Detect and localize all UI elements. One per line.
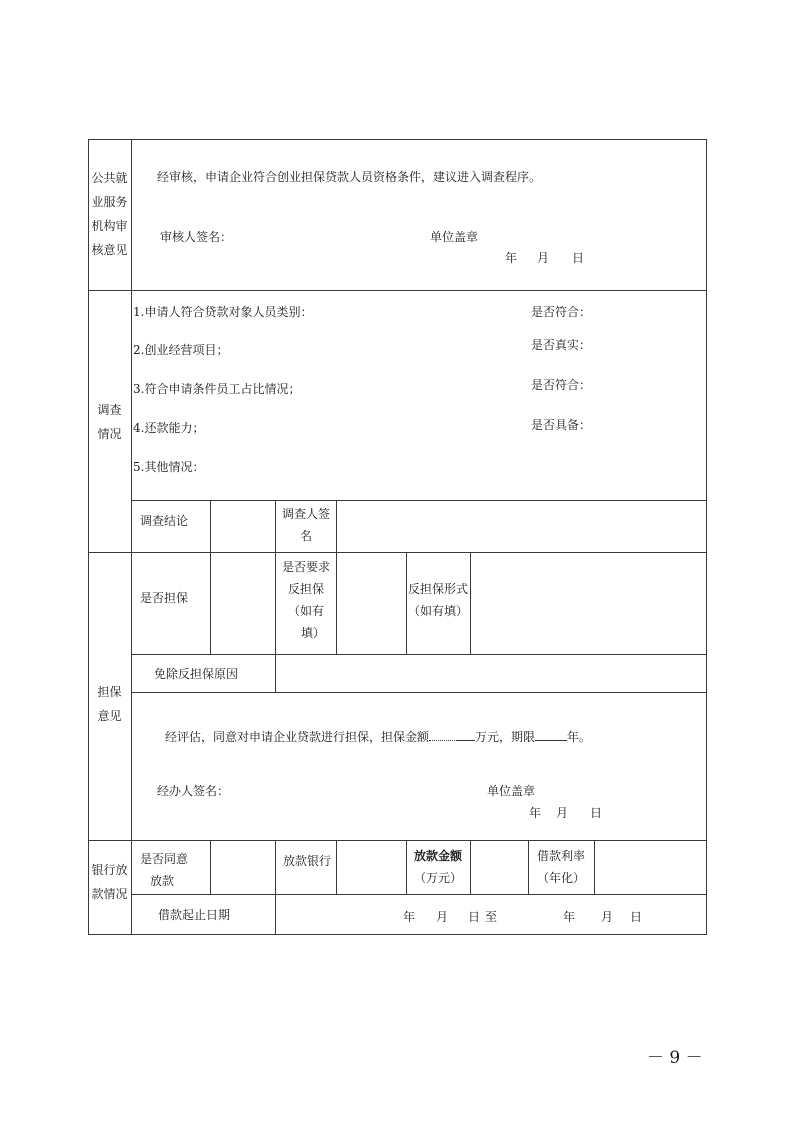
label-line: 情况 bbox=[97, 427, 122, 441]
unit-seal-label: 单位盖章 bbox=[487, 784, 536, 798]
section-label-bank-loan bbox=[88, 858, 131, 906]
period-start-day: 日 bbox=[468, 910, 481, 924]
guarantee-field[interactable] bbox=[212, 555, 274, 651]
section-label-review bbox=[88, 166, 131, 262]
investigation-check-1: 是否符合： bbox=[531, 305, 592, 319]
date-month: 月 bbox=[537, 251, 550, 265]
guarantee-label: 是否担保 bbox=[140, 591, 189, 605]
lending-bank-label: 放款银行 bbox=[283, 854, 332, 868]
statement-prefix: 经评估，同意对申请企业贷款进行担保，担保金额 bbox=[165, 730, 430, 744]
label-line: 担保 bbox=[97, 685, 122, 699]
section-label-investigation bbox=[88, 398, 131, 446]
label-line: 核意见 bbox=[91, 243, 128, 257]
agree-loan-field[interactable] bbox=[212, 842, 274, 892]
col-divider bbox=[210, 840, 211, 894]
col-divider bbox=[470, 840, 471, 894]
date-day: 日 bbox=[590, 806, 603, 820]
col-divider bbox=[594, 840, 595, 894]
amount-unit: 万元，期限 bbox=[475, 730, 536, 744]
period-to: 至 bbox=[485, 910, 498, 924]
investigation-check-2: 是否真实： bbox=[531, 338, 592, 352]
label-line: 款情况 bbox=[91, 887, 128, 901]
col-divider bbox=[336, 552, 337, 654]
reviewer-signature-label: 审核人签名： bbox=[160, 230, 233, 244]
period-end-year: 年 bbox=[563, 910, 576, 924]
period-end-day: 日 bbox=[630, 910, 643, 924]
counter-guarantee-form-field[interactable] bbox=[472, 555, 704, 651]
row-divider bbox=[131, 894, 707, 895]
col-divider bbox=[210, 552, 211, 654]
label-line: 银行放 bbox=[91, 863, 128, 877]
label-line: 是否同意 bbox=[140, 852, 189, 866]
amount-field[interactable] bbox=[457, 740, 475, 741]
loan-period-label: 借款起止日期 bbox=[158, 908, 231, 922]
label-line: 公共就 bbox=[91, 171, 128, 185]
investigator-signature-field[interactable] bbox=[338, 503, 704, 549]
label-line: （年化） bbox=[536, 871, 585, 885]
period-start-month: 月 bbox=[436, 910, 449, 924]
label-line: 反担保形式 bbox=[407, 582, 468, 596]
label-line: 意见 bbox=[97, 709, 122, 723]
review-statement: 经审核，申请企业符合创业担保贷款人员资格条件，建议进入调查程序。 bbox=[157, 170, 542, 184]
investigation-item-5: 5.其他情况： bbox=[133, 460, 205, 474]
row-divider bbox=[131, 692, 707, 693]
period-start-year: 年 bbox=[403, 910, 416, 924]
handler-signature-label: 经办人签名： bbox=[157, 784, 230, 798]
label-line: （如有 bbox=[287, 604, 324, 618]
table-border-right bbox=[706, 139, 707, 935]
investigation-check-4: 是否具备： bbox=[531, 418, 592, 432]
label-line: 调查人签 bbox=[281, 507, 330, 521]
label-line: 是否要求 bbox=[281, 560, 330, 574]
investigation-item-2: 2.创业经营项目； bbox=[133, 343, 229, 357]
table-border-top bbox=[88, 139, 707, 140]
label-line: 调查 bbox=[97, 403, 122, 417]
col-divider bbox=[210, 500, 211, 552]
label-line: 反担保 bbox=[287, 582, 324, 596]
counter-guarantee-required-label bbox=[276, 556, 336, 644]
section-divider bbox=[88, 552, 707, 553]
label-line: 填） bbox=[300, 626, 325, 640]
section-label-guarantee bbox=[88, 680, 131, 728]
label-line: 业服务 bbox=[91, 195, 128, 209]
table-border-bottom bbox=[88, 934, 707, 935]
date-year: 年 bbox=[505, 251, 518, 265]
investigation-item-4: 4.还款能力； bbox=[133, 421, 205, 435]
term-field[interactable] bbox=[535, 740, 567, 741]
investigation-check-3: 是否符合： bbox=[531, 378, 592, 392]
col-divider bbox=[275, 840, 276, 935]
label-line: 放款金额 bbox=[413, 849, 462, 863]
col-divider bbox=[470, 552, 471, 654]
label-line: 借款利率 bbox=[536, 849, 585, 863]
exempt-reason-label: 免除反担保原因 bbox=[154, 667, 239, 681]
section-divider bbox=[88, 290, 707, 291]
counter-guarantee-required-field[interactable] bbox=[338, 555, 404, 651]
agree-loan-label bbox=[140, 848, 188, 892]
period-end-month: 月 bbox=[601, 910, 614, 924]
guarantee-statement bbox=[165, 731, 591, 743]
amount-field-dotted[interactable] bbox=[429, 740, 457, 741]
interest-rate-label bbox=[528, 845, 594, 889]
label-line: 名 bbox=[299, 529, 312, 543]
investigator-signature-label bbox=[276, 503, 336, 547]
loan-amount-label bbox=[406, 845, 470, 889]
conclusion-field[interactable] bbox=[212, 503, 274, 549]
exempt-reason-field[interactable] bbox=[277, 656, 704, 690]
label-line: 放款 bbox=[150, 874, 175, 888]
date-day: 日 bbox=[572, 251, 585, 265]
interest-rate-field[interactable] bbox=[596, 842, 704, 892]
date-month: 月 bbox=[556, 806, 569, 820]
col-divider bbox=[336, 840, 337, 894]
page-number: － 9 － bbox=[647, 1048, 703, 1068]
investigation-item-1: 1.申请人符合贷款对象人员类别： bbox=[133, 305, 313, 319]
counter-guarantee-form-label bbox=[406, 578, 470, 622]
conclusion-label: 调查结论 bbox=[140, 514, 189, 528]
row-divider bbox=[131, 500, 707, 501]
unit-seal-label: 单位盖章 bbox=[430, 230, 479, 244]
investigation-item-3: 3.符合申请条件员工占比情况； bbox=[133, 382, 301, 396]
loan-amount-field[interactable] bbox=[472, 842, 526, 892]
label-line: 机构审 bbox=[91, 219, 128, 233]
date-year: 年 bbox=[529, 806, 542, 820]
section-divider bbox=[88, 840, 707, 841]
row-divider bbox=[131, 654, 707, 655]
col-divider bbox=[336, 500, 337, 552]
lending-bank-field[interactable] bbox=[338, 842, 404, 892]
label-column-divider bbox=[131, 139, 132, 935]
label-line: （如有填） bbox=[407, 604, 468, 618]
term-unit: 年。 bbox=[567, 730, 592, 744]
label-line: （万元） bbox=[413, 871, 462, 885]
